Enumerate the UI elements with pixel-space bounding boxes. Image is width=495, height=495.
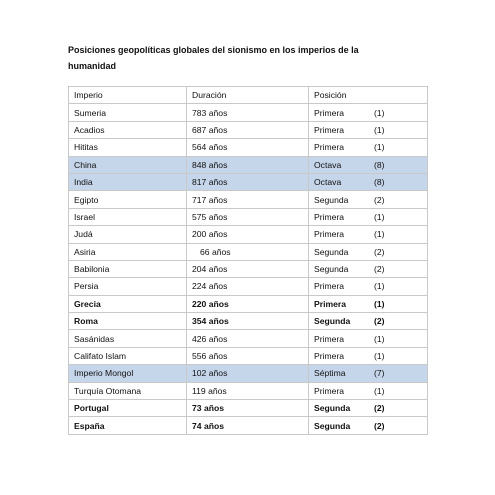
table-row (69, 156, 428, 173)
posicion-label: Primera (314, 385, 345, 396)
posicion-label: Primera (314, 229, 345, 240)
cell-posicion (309, 156, 428, 173)
cell-duracion: 687 años (187, 121, 309, 138)
table-row (69, 400, 428, 417)
posicion-number: (2) (374, 420, 385, 431)
posicion-label: Primera (314, 333, 345, 344)
posicion-number: (2) (374, 403, 385, 414)
cell-duracion: 817 años (187, 173, 309, 190)
cell-duracion: 848 años (187, 156, 309, 173)
cell-posicion (309, 365, 428, 382)
cell-posicion (309, 121, 428, 138)
table-row (69, 330, 428, 347)
cell-imperio: Sasánidas (69, 330, 187, 347)
cell-duracion: 119 años (187, 382, 309, 399)
posicion-number: (1) (374, 298, 385, 309)
table-row (69, 295, 428, 312)
cell-posicion (309, 191, 428, 208)
cell-duracion: 717 años (187, 191, 309, 208)
cell-imperio: Babilonia (69, 260, 187, 277)
posicion-label: Segunda (314, 246, 349, 257)
cell-imperio: Roma (69, 313, 187, 330)
cell-posicion (309, 173, 428, 190)
posicion-number: (1) (374, 211, 385, 222)
table-row (69, 365, 428, 382)
table-row (69, 243, 428, 260)
posicion-label: Segunda (314, 264, 349, 275)
cell-imperio: Grecia (69, 295, 187, 312)
posicion-number: (7) (374, 368, 385, 379)
posicion-number: (1) (374, 333, 385, 344)
posicion-number: (2) (374, 316, 385, 327)
posicion-label: Segunda (314, 420, 351, 431)
table-row (69, 226, 428, 243)
cell-imperio: Acadios (69, 121, 187, 138)
cell-imperio: Judá (69, 226, 187, 243)
posicion-label: Octava (314, 159, 342, 170)
cell-posicion (309, 295, 428, 312)
header-duracion: Duración (187, 87, 309, 104)
cell-duracion: 102 años (187, 365, 309, 382)
table-row (69, 278, 428, 295)
empires-table (68, 86, 428, 435)
cell-posicion (309, 139, 428, 156)
posicion-number: (8) (374, 177, 385, 188)
table-row (69, 260, 428, 277)
table-row (69, 121, 428, 138)
cell-imperio: Turquía Otomana (69, 382, 187, 399)
posicion-label: Segunda (314, 194, 349, 205)
cell-duracion: 66 años (187, 243, 309, 260)
cell-imperio: Egipto (69, 191, 187, 208)
cell-posicion (309, 260, 428, 277)
posicion-number: (1) (374, 229, 385, 240)
table-row (69, 191, 428, 208)
cell-duracion: 354 años (187, 313, 309, 330)
cell-posicion (309, 382, 428, 399)
posicion-label: Primera (314, 124, 345, 135)
posicion-number: (1) (374, 142, 385, 153)
cell-imperio: Califato Islam (69, 347, 187, 364)
posicion-label: Segunda (314, 403, 351, 414)
table-row (69, 313, 428, 330)
cell-duracion: 564 años (187, 139, 309, 156)
posicion-number: (1) (374, 351, 385, 362)
posicion-label: Primera (314, 281, 345, 292)
cell-duracion: 200 años (187, 226, 309, 243)
posicion-number: (1) (374, 281, 385, 292)
cell-posicion (309, 313, 428, 330)
cell-imperio: Asiria (69, 243, 187, 260)
cell-imperio: Hititas (69, 139, 187, 156)
posicion-number: (1) (374, 124, 385, 135)
posicion-number: (2) (374, 194, 385, 205)
cell-duracion: 74 años (187, 417, 309, 434)
cell-posicion (309, 226, 428, 243)
table-row (69, 417, 428, 434)
posicion-label: Primera (314, 211, 345, 222)
header-posicion: Posición (309, 87, 428, 104)
table-row (69, 382, 428, 399)
posicion-number: (1) (374, 385, 385, 396)
document-title: Posiciones geopolíticas globales del sionismo en los imperios de la humanidad (68, 45, 359, 71)
cell-posicion (309, 208, 428, 225)
posicion-label: Primera (314, 107, 345, 118)
posicion-label: Segunda (314, 316, 351, 327)
table-header-row (69, 87, 428, 104)
table-row (69, 104, 428, 121)
posicion-number: (8) (374, 159, 385, 170)
cell-imperio: China (69, 156, 187, 173)
cell-duracion: 204 años (187, 260, 309, 277)
cell-duracion: 556 años (187, 347, 309, 364)
cell-posicion (309, 330, 428, 347)
table-row (69, 208, 428, 225)
table-row (69, 173, 428, 190)
cell-duracion: 426 años (187, 330, 309, 347)
cell-duracion: 783 años (187, 104, 309, 121)
cell-posicion (309, 400, 428, 417)
cell-imperio: India (69, 173, 187, 190)
posicion-label: Primera (314, 298, 347, 309)
cell-posicion (309, 278, 428, 295)
posicion-label: Octava (314, 177, 342, 188)
cell-imperio: Portugal (69, 400, 187, 417)
cell-posicion (309, 104, 428, 121)
posicion-number: (2) (374, 264, 385, 275)
cell-duracion: 220 años (187, 295, 309, 312)
posicion-number: (1) (374, 107, 385, 118)
header-imperio: Imperio (69, 87, 187, 104)
posicion-label: Séptima (314, 368, 346, 379)
cell-imperio: Imperio Mongol (69, 365, 187, 382)
posicion-label: Primera (314, 142, 345, 153)
cell-posicion (309, 347, 428, 364)
cell-duracion: 224 años (187, 278, 309, 295)
posicion-number: (2) (374, 246, 385, 257)
table-row (69, 139, 428, 156)
cell-imperio: Persia (69, 278, 187, 295)
cell-imperio: España (69, 417, 187, 434)
cell-posicion (309, 417, 428, 434)
cell-imperio: Israel (69, 208, 187, 225)
cell-posicion (309, 243, 428, 260)
cell-duracion: 73 años (187, 400, 309, 417)
table-row (69, 347, 428, 364)
cell-duracion: 575 años (187, 208, 309, 225)
posicion-label: Primera (314, 351, 345, 362)
cell-imperio: Sumeria (69, 104, 187, 121)
